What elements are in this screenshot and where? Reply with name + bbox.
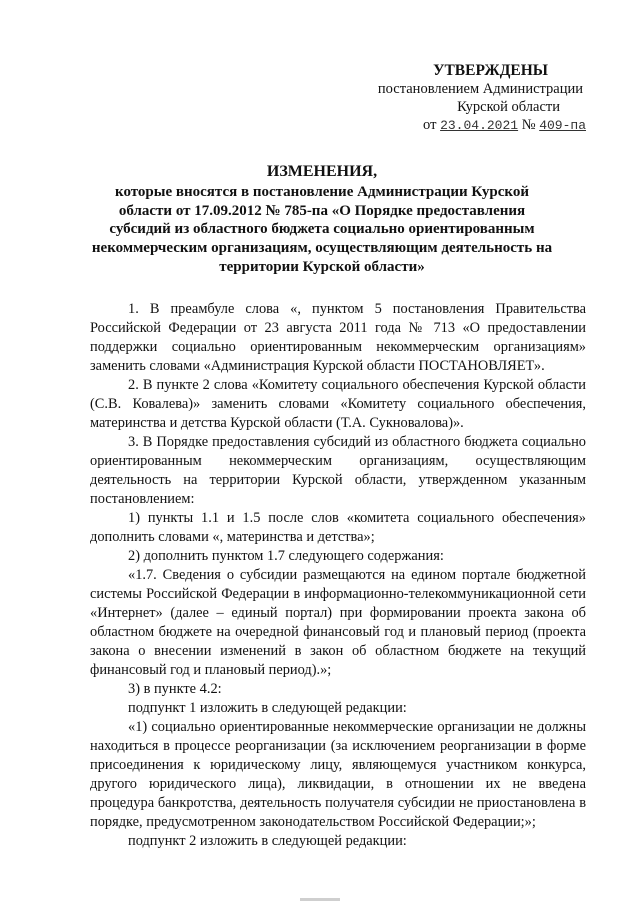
approval-line-2: Курской области	[457, 99, 560, 115]
approval-title: УТВЕРЖДЕНЫ	[433, 62, 548, 79]
paragraph-subpoint-1-quote: «1) социально ориентированные некоммерческие организации не должны находиться в процессе реорганизации (за исключением реорганизации в форме присоединения к юридическому лицу, являющемуся участником конкурса, другого юридического лица), ликвидации, в отношении их не введена процедура банкротства, деятельность получателя субсидии не приостановлена в порядке, предусмотренном законодательством Российской Федерации;»;	[90, 719, 586, 830]
approval-date-row	[360, 116, 610, 135]
paragraph-3: 3. В Порядке предоставления субсидий из областного бюджета социально ориентированным некоммерческим организациям, осуществляющим деятельность на территории Курской области, утвержденном указанным постановлением:	[90, 434, 586, 507]
paragraph-1: 1. В преамбуле слова «, пунктом 5 постановления Правительства Российской Федерации от 23 августа 2011 года № 713 «О предоставлении поддержки социально ориентированным некоммерческим организациям» заменить словами «Администрация Курской области ПОСТАНОВЛЯЕТ».	[90, 301, 586, 374]
number-prefix: №	[521, 117, 536, 133]
paragraph-3-3: 3) в пункте 4.2:	[128, 681, 222, 697]
paragraph-2: 2. В пункте 2 слова «Комитету социального обеспечения Курской области (С.В. Ковалева)» заменить словами «Комитету социального обеспечения, материнства и детства Курской области (Т.А. Сукновалова)».	[90, 377, 586, 431]
heading-title: ИЗМЕНЕНИЯ,	[266, 163, 378, 180]
approval-stamp	[360, 62, 610, 135]
document-heading	[90, 163, 554, 277]
paragraph-3-2: 2) дополнить пунктом 1.7 следующего содержания:	[128, 548, 444, 564]
date-prefix: от	[423, 117, 437, 133]
approval-line-1: постановлением Администрации	[377, 81, 583, 97]
approval-number: 409-па	[539, 118, 586, 133]
paragraph-subpoint-2: подпункт 2 изложить в следующей редакции:	[128, 833, 407, 849]
paragraph-subpoint-1: подпункт 1 изложить в следующей редакции:	[128, 700, 407, 716]
heading-subtitle: которые вносятся в постановление Администрации Курской области от 17.09.2012 № 785-па «О Порядке предоставления субсидий из областного бюджета социально ориентированным некоммерческим организациям, осуществляющим деятельность на территории Курской области»	[91, 183, 553, 275]
paragraph-3-1: 1) пункты 1.1 и 1.5 после слов «комитета социального обеспечения» дополнить словами «, материнства и детства»;	[90, 510, 586, 545]
paragraph-1-7-quote: «1.7. Сведения о субсидии размещаются на едином портале бюджетной системы Российской Федерации в информационно-телекоммуникационной сети «Интернет» (далее – единый портал) при формировании проекта закона об областном бюджете на очередной финансовый год и плановый период (проекта закона о внесении изменений в закон об областном бюджете на текущий финансовый год и плановый период).»;	[90, 567, 586, 678]
approval-date: 23.04.2021	[440, 118, 519, 133]
page-footer-mark	[300, 898, 340, 901]
document-body	[90, 300, 586, 851]
